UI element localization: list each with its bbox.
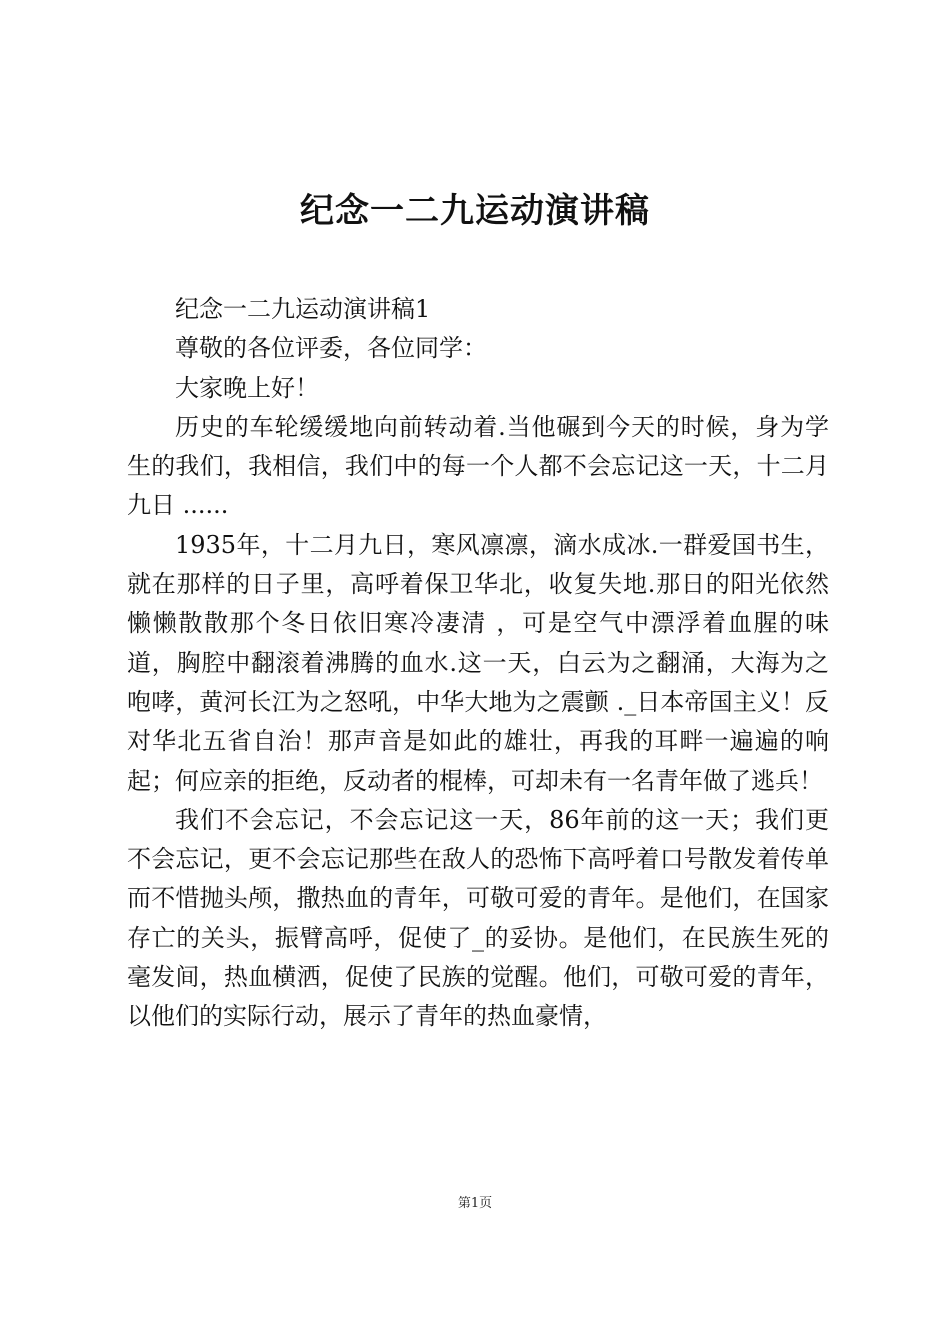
paragraph-greeting: 大家晚上好！	[175, 373, 319, 402]
paragraph-heading: 纪念一二九运动演讲稿1	[175, 295, 431, 323]
paragraph-body: 1935年，十二月九日，寒风凛凛，滴水成冰.一群爱国书生，就在那样的日子里，高呼着保卫华北，收复失地.那日的阳光依然懒懒散散那个冬日依旧寒冷凄清 ，可是空气中漂浮着血腥的味道，胸腔中翻滚着沸腾的血水.这一天，白云为之翻涌，大海为之咆哮，黄河长江为之怒吼，中华大地为之震颤 ._日本帝国主义！反对华北五省自治！那声音是如此的雄壮，再我的耳畔一遍遍的响起；何应亲的拒绝，反动者的棍棒，可却未有一名青年做了逃兵！	[127, 530, 829, 795]
page-number: 第1页	[457, 1196, 493, 1211]
document-body	[127, 290, 829, 1037]
document-title: 纪念一二九运动演讲稿	[300, 191, 650, 231]
paragraph-body: 历史的车轮缓缓地向前转动着.当他碾到今天的时候，身为学生的我们，我相信，我们中的每一个人都不会忘记这一天，十二月九日 ......	[127, 412, 829, 520]
paragraph-salutation: 尊敬的各位评委，各位同学：	[175, 334, 487, 363]
paragraph-body: 我们不会忘记，不会忘记这一天，86年前的这一天；我们更不会忘记，更不会忘记那些在敌人的恐怖下高呼着口号散发着传单而不惜抛头颅，撒热血的青年，可敬可爱的青年。是他们，在国家存亡的关头，振臂高呼，促使了_的妥协。是他们，在民族生死的毫发间，热血横洒，促使了民族的觉醒。他们，可敬可爱的青年，以他们的实际行动，展示了青年的热血豪情，	[127, 805, 829, 1031]
